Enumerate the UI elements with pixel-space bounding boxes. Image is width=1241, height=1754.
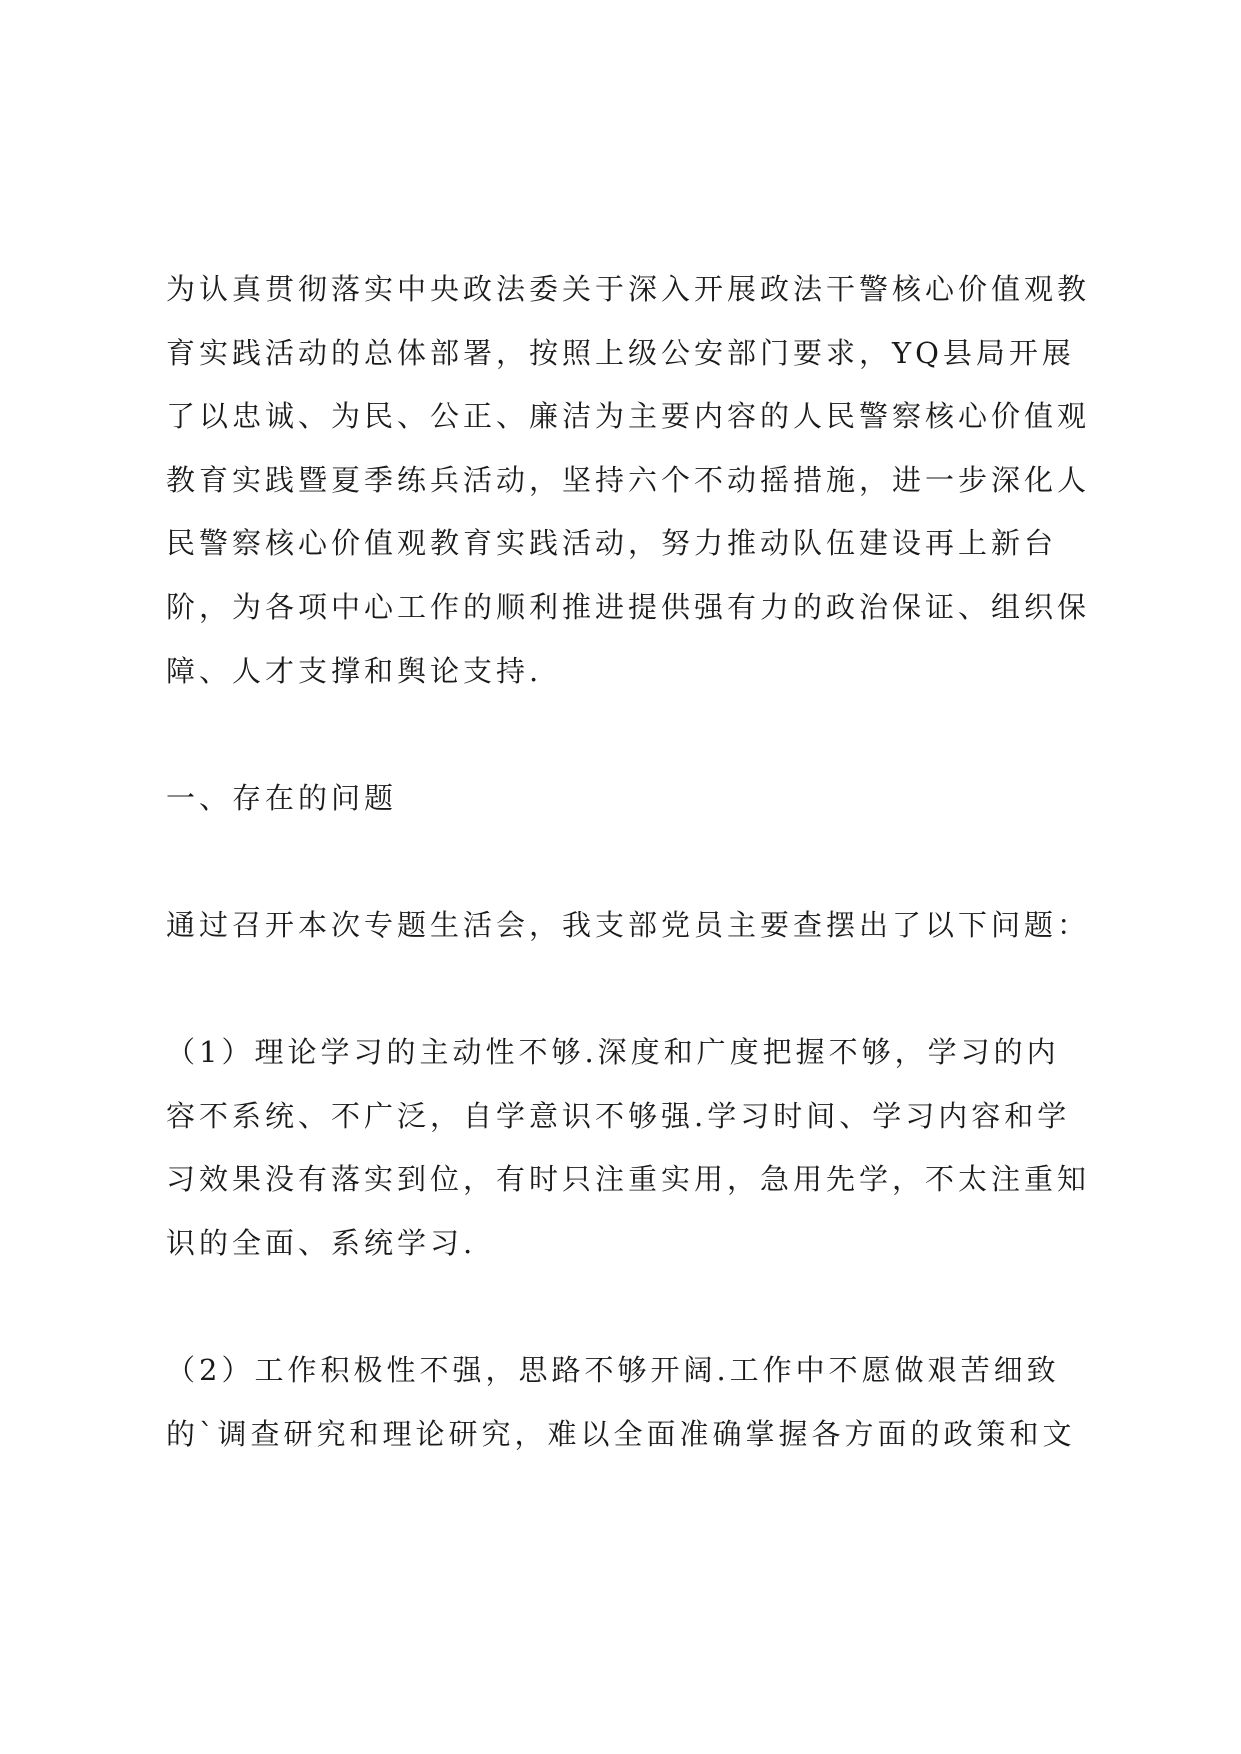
paragraph-spacer [166, 830, 1096, 894]
text-line: （1）理论学习的主动性不够.深度和广度把握不够，学习的内 [166, 1035, 1060, 1070]
intro-paragraph [166, 258, 1096, 703]
text-line: 为认真贯彻落实中央政法委关于深入开展政法干警核心价值观教 [166, 272, 1091, 306]
text-line: 习效果没有落实到位，有时只注重实用，急用先学，不太注重知 [166, 1162, 1091, 1197]
paragraph-spacer [166, 958, 1096, 1022]
text-line: 了以忠诚、为民、公正、廉洁为主要内容的人民警察核心价值观 [166, 399, 1091, 434]
text-line: 障、人才支撑和舆论支持. [166, 653, 543, 688]
section-lead-paragraph: 通过召开本次专题生活会，我支部党员主要查摆出了以下问题： [166, 907, 1091, 942]
text-line: 教育实践暨夏季练兵活动，坚持六个不动摇措施，进一步深化人 [166, 462, 1091, 497]
text-line: 的`调查研究和理论研究，难以全面准确掌握各方面的政策和文 [166, 1416, 1076, 1451]
problem-item-1 [166, 1021, 1096, 1275]
text-line: 民警察核心价值观教育实践活动，努力推动队伍建设再上新台 [166, 526, 1058, 561]
text-line: 阶，为各项中心工作的顺利推进提供强有力的政治保证、组织保 [166, 589, 1091, 624]
paragraph-spacer [166, 1276, 1096, 1340]
text-line: （2）工作积极性不强，思路不够开阔.工作中不愿做艰苦细致 [166, 1353, 1060, 1388]
problem-item-2 [166, 1339, 1096, 1466]
text-line: 识的全面、系统学习. [166, 1225, 477, 1260]
document-body [166, 258, 1096, 1466]
section-heading: 一、存在的问题 [166, 780, 398, 815]
paragraph-spacer [166, 703, 1096, 767]
text-line: 育实践活动的总体部署，按照上级公安部门要求，YQ县局开展 [166, 335, 1075, 370]
text-line: 容不系统、不广泛，自学意识不够强.学习时间、学习内容和学 [166, 1098, 1071, 1133]
